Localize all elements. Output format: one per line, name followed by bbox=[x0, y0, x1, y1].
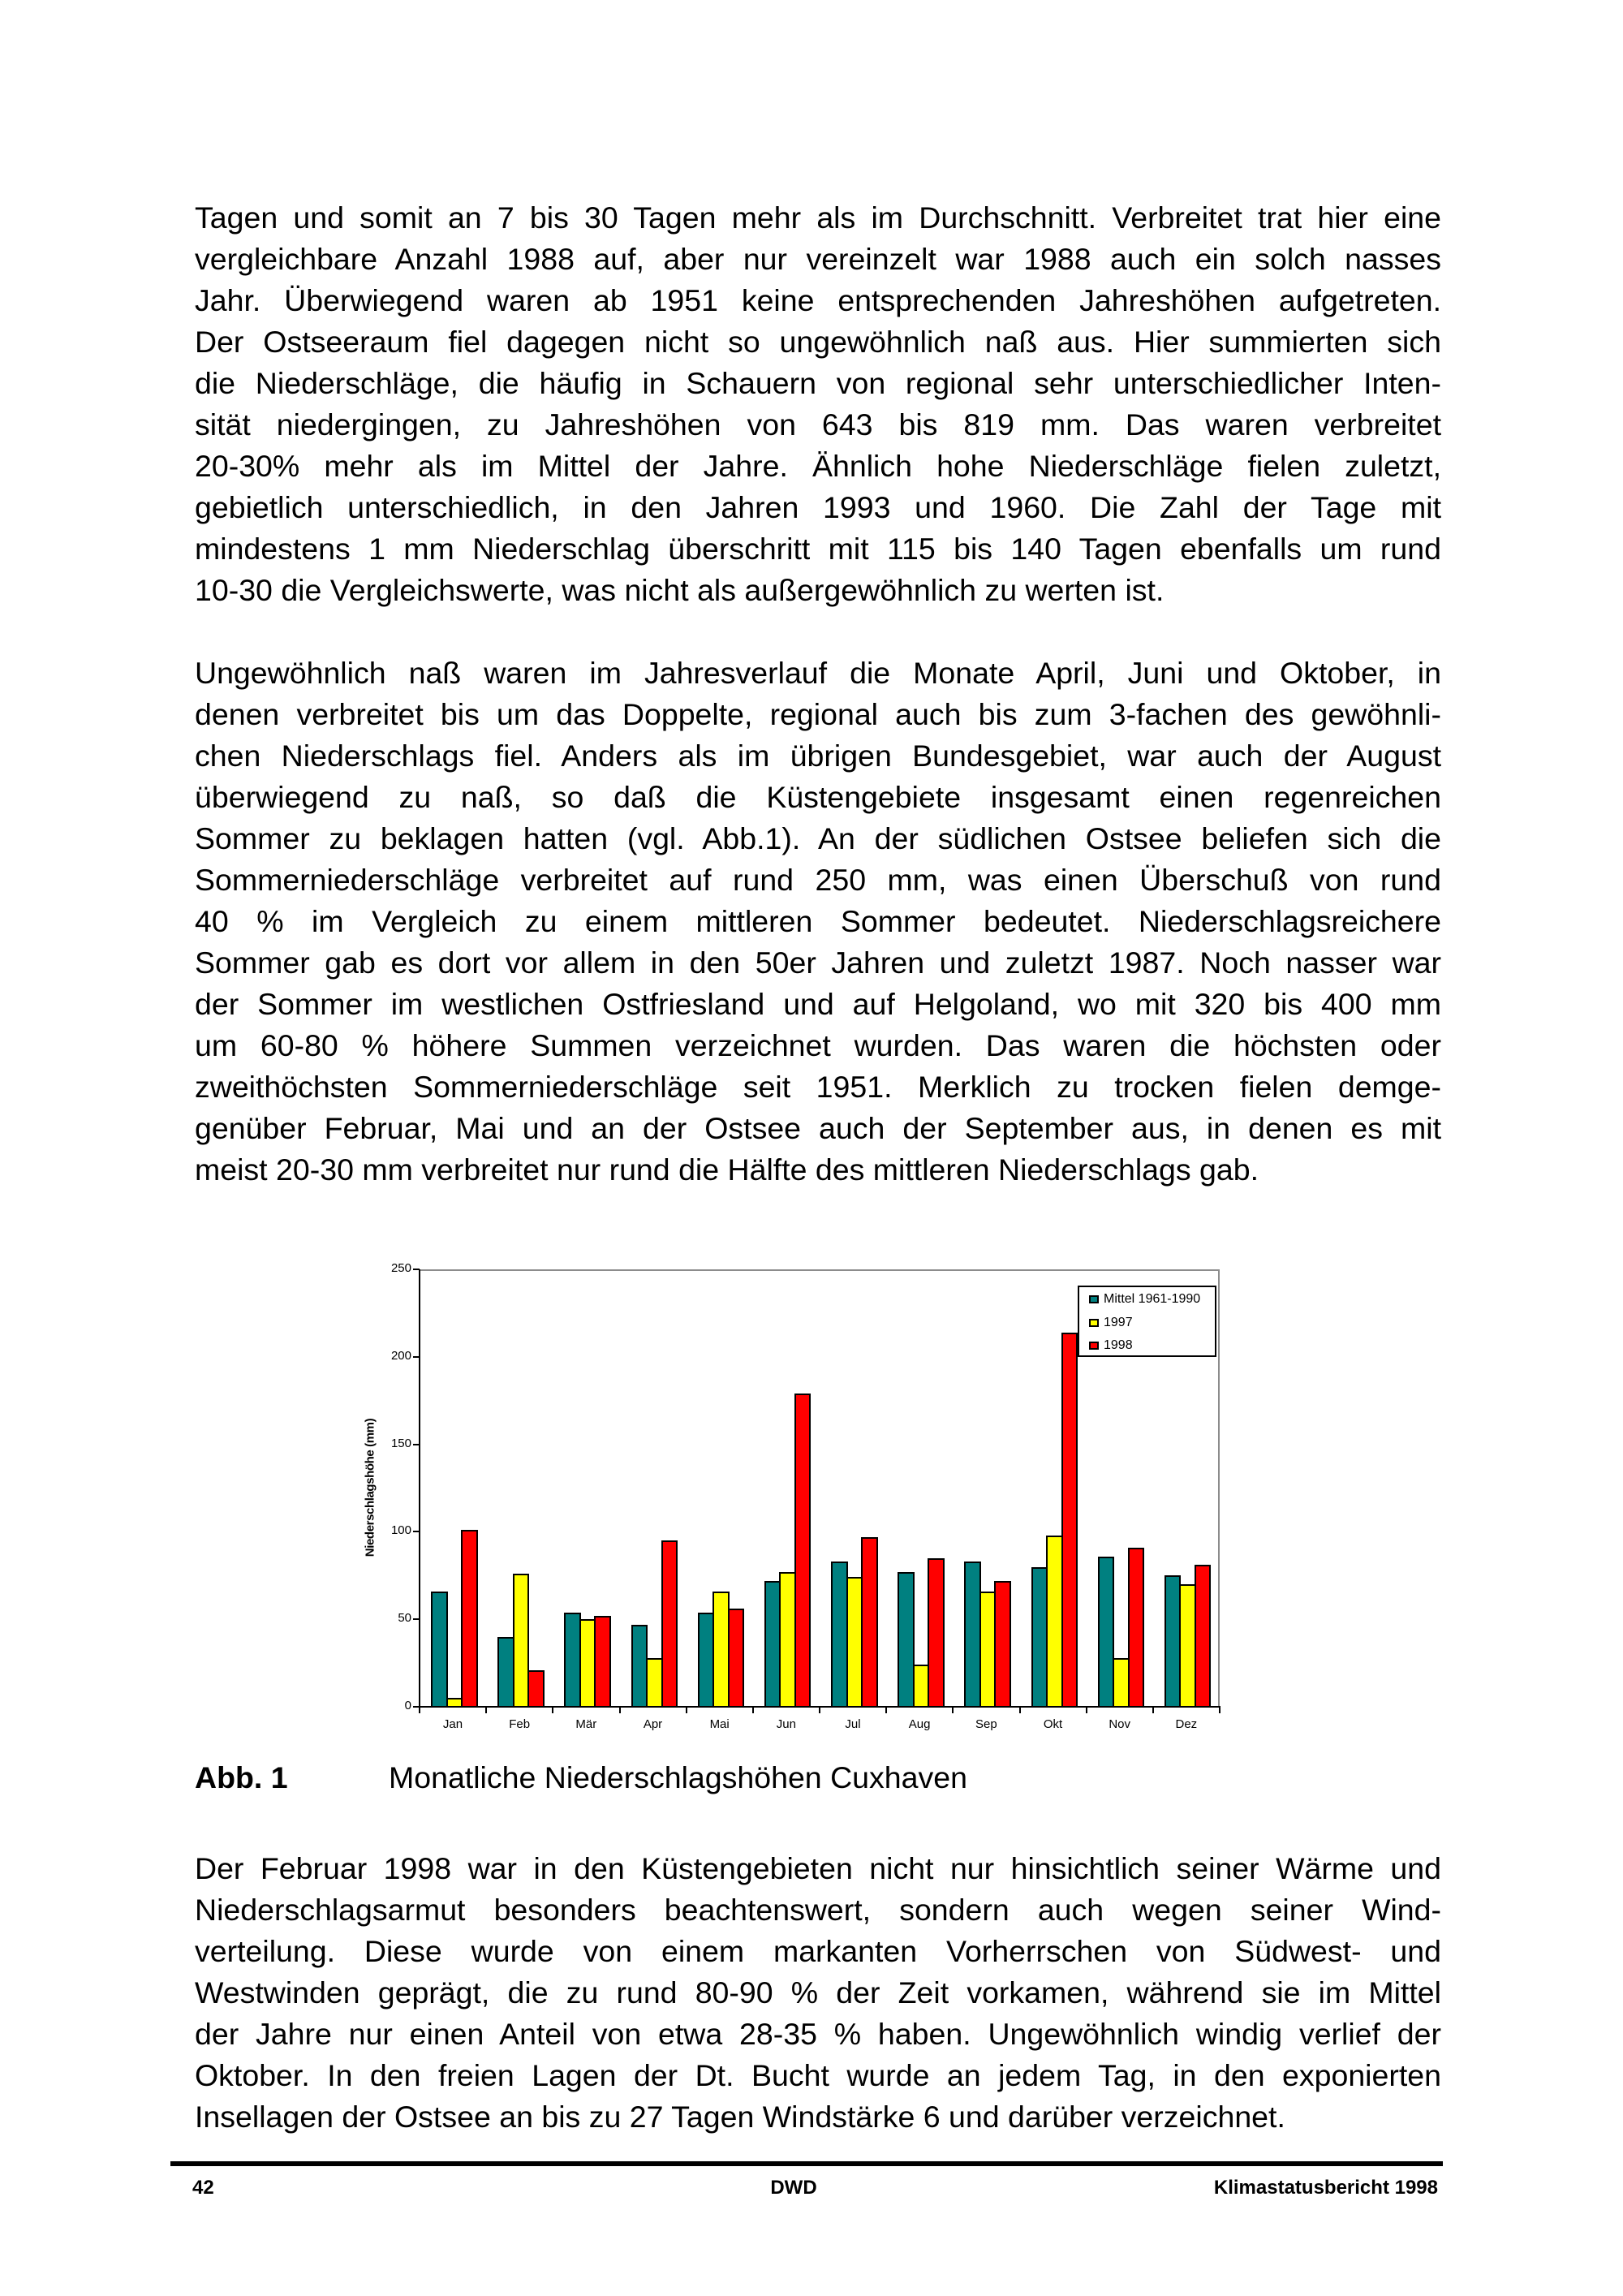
x-tick-label: Apr bbox=[643, 1717, 663, 1731]
bar-dez-1 bbox=[1179, 1584, 1196, 1707]
x-tick-mark bbox=[752, 1707, 754, 1713]
x-tick-label: Feb bbox=[509, 1717, 531, 1731]
bar-jul-1 bbox=[846, 1577, 863, 1707]
bar-okt-2 bbox=[1061, 1333, 1078, 1707]
figure-caption: Monatliche Niederschlagshöhen Cuxhaven bbox=[389, 1760, 967, 1794]
text-line: vergleichbare Anzahl 1988 auf, aber nur vereinzelt war 1988 auch ein solch nasses bbox=[195, 242, 1441, 276]
bar-apr-0 bbox=[631, 1625, 648, 1707]
text-line: verteilung. Diese wurde von einem markanten Vorherrschen von Südwest- und bbox=[195, 1934, 1441, 1968]
text-line: überwiegend zu naß, so daß die Küstengebiete insgesamt einen regenreichen bbox=[195, 780, 1441, 814]
text-line: Sommer zu beklagen hatten (vgl. Abb.1). An der südlichen Ostsee beliefen sich die bbox=[195, 821, 1441, 855]
y-tick-label: 150 bbox=[390, 1436, 411, 1450]
bar-mai-0 bbox=[698, 1613, 715, 1707]
legend-swatch-teal-icon bbox=[1089, 1295, 1099, 1303]
text-line: 40 % im Vergleich zu einem mittleren Sommer bedeutet. Niederschlagsreichere bbox=[195, 904, 1441, 938]
text-line: 20-30% mehr als im Mittel der Jahre. Ähnlich hohe Niederschläge fielen zuletzt, bbox=[195, 449, 1441, 483]
legend-item-1998 bbox=[1089, 1338, 1133, 1354]
bar-mär-0 bbox=[564, 1613, 581, 1707]
text-line: gebietlich unterschiedlich, in den Jahren 1993 und 1960. Die Zahl der Tage mit bbox=[195, 490, 1441, 524]
text-line: genüber Februar, Mai und an der Ostsee auch der September aus, in denen es mit bbox=[195, 1111, 1441, 1145]
text-line: zweithöchsten Sommerniederschläge seit 1951. Merklich zu trocken fielen demge- bbox=[195, 1070, 1441, 1104]
text-line: die Niederschläge, die häufig in Schauern von regional sehr unterschiedlicher Inten- bbox=[195, 366, 1441, 400]
text-line: Oktober. In den freien Lagen der Dt. Bucht wurde an jedem Tag, in den exponierten bbox=[195, 2058, 1441, 2092]
footer-divider bbox=[170, 2161, 1443, 2166]
text-line: sität niedergingen, zu Jahreshöhen von 643 bis 819 mm. Das waren verbreitet bbox=[195, 407, 1441, 442]
bar-feb-0 bbox=[497, 1637, 514, 1707]
x-tick-label: Jul bbox=[845, 1717, 861, 1731]
x-tick-mark bbox=[552, 1707, 553, 1713]
legend-swatch-yellow-icon bbox=[1089, 1319, 1099, 1327]
x-tick-mark bbox=[1219, 1707, 1220, 1713]
bar-aug-2 bbox=[928, 1558, 945, 1707]
x-tick-label: Aug bbox=[908, 1717, 931, 1731]
legend-swatch-red-icon bbox=[1089, 1342, 1099, 1350]
text-line: Niederschlagsarmut besonders beachtenswert, sondern auch wegen seiner Wind- bbox=[195, 1893, 1441, 1927]
x-tick-label: Nov bbox=[1109, 1717, 1130, 1731]
x-tick-mark bbox=[619, 1707, 621, 1713]
bar-apr-2 bbox=[661, 1540, 678, 1707]
legend-item-1997 bbox=[1089, 1315, 1133, 1331]
text-line: um 60-80 % höhere Summen verzeichnet wurden. Das waren die höchsten oder bbox=[195, 1028, 1441, 1062]
footer-publisher: DWD bbox=[770, 2177, 817, 2199]
text-line: Westwinden geprägt, die zu rund 80-90 % der Zeit vorkamen, während sie im Mittel bbox=[195, 1975, 1441, 2010]
bar-dez-0 bbox=[1165, 1575, 1182, 1707]
text-line: Sommer gab es dort vor allem in den 50er Jahren und zuletzt 1987. Noch nasser war bbox=[195, 946, 1441, 980]
bar-jun-1 bbox=[779, 1572, 796, 1707]
bar-mär-1 bbox=[579, 1619, 596, 1707]
bar-nov-2 bbox=[1128, 1548, 1145, 1707]
legend-label: Mittel 1961-1990 bbox=[1104, 1292, 1201, 1306]
y-tick-mark bbox=[413, 1356, 420, 1358]
x-tick-mark bbox=[485, 1707, 487, 1713]
text-line: der Jahre nur einen Anteil von etwa 28-35 % haben. Ungewöhnlich windig verlief der bbox=[195, 2017, 1441, 2051]
x-tick-mark bbox=[952, 1707, 954, 1713]
legend-label: 1998 bbox=[1104, 1338, 1133, 1352]
chart-legend bbox=[1078, 1286, 1216, 1357]
bar-okt-1 bbox=[1046, 1536, 1063, 1707]
text-line: Der Februar 1998 war in den Küstengebieten nicht nur hinsichtlich seiner Wärme und bbox=[195, 1851, 1441, 1885]
bar-dez-2 bbox=[1195, 1565, 1212, 1707]
text-line: der Sommer im westlichen Ostfriesland und auf Helgoland, wo mit 320 bis 400 mm bbox=[195, 987, 1441, 1021]
text-line: mindestens 1 mm Niederschlag überschritt mit 115 bis 140 Tagen ebenfalls um rund bbox=[195, 532, 1441, 566]
text-line: meist 20-30 mm verbreitet nur rund die Hälfte des mittleren Niederschlags gab. bbox=[195, 1152, 1259, 1187]
y-tick-mark bbox=[413, 1618, 420, 1620]
legend-item-mittel bbox=[1089, 1291, 1200, 1307]
text-line: denen verbreitet bis um das Doppelte, regional auch bis zum 3-fachen des gewöhnli- bbox=[195, 697, 1441, 731]
bar-aug-0 bbox=[898, 1572, 915, 1707]
x-tick-mark bbox=[885, 1707, 887, 1713]
x-tick-label: Mai bbox=[709, 1717, 730, 1731]
y-tick-mark bbox=[413, 1444, 420, 1445]
x-tick-label: Sep bbox=[975, 1717, 997, 1731]
figure-label: Abb. 1 bbox=[195, 1760, 288, 1794]
paragraph-1 bbox=[195, 197, 1441, 611]
y-tick-label: 0 bbox=[404, 1699, 411, 1712]
x-tick-label: Jan bbox=[442, 1717, 463, 1731]
bar-jan-0 bbox=[431, 1592, 448, 1707]
bar-sep-2 bbox=[994, 1581, 1011, 1707]
bar-jan-2 bbox=[461, 1530, 478, 1707]
y-tick-label: 100 bbox=[390, 1523, 411, 1538]
y-axis-label: Niederschlagshöhe (mm) bbox=[363, 1418, 377, 1557]
bar-apr-1 bbox=[646, 1658, 663, 1707]
x-tick-mark bbox=[819, 1707, 820, 1713]
bar-mär-2 bbox=[594, 1616, 611, 1707]
paragraph-3 bbox=[195, 1848, 1441, 2138]
y-tick-label: 200 bbox=[390, 1348, 411, 1363]
x-tick-label: Dez bbox=[1175, 1717, 1198, 1731]
y-tick-mark bbox=[413, 1531, 420, 1532]
x-tick-mark bbox=[686, 1707, 687, 1713]
x-tick-label: Mär bbox=[575, 1717, 597, 1731]
bar-mai-2 bbox=[728, 1609, 745, 1707]
text-line: Sommerniederschläge verbreitet auf rund 250 mm, was einen Überschuß von rund bbox=[195, 863, 1441, 897]
text-line: Ungewöhnlich naß waren im Jahresverlauf die Monate April, Juni und Oktober, in bbox=[195, 656, 1441, 690]
text-line: Jahr. Überwiegend waren ab 1951 keine entsprechenden Jahreshöhen aufgetreten. bbox=[195, 283, 1441, 317]
legend-label: 1997 bbox=[1104, 1316, 1133, 1329]
bar-feb-2 bbox=[527, 1670, 545, 1707]
y-axis bbox=[419, 1269, 420, 1708]
x-tick-label: Okt bbox=[1043, 1717, 1063, 1731]
bar-nov-0 bbox=[1098, 1557, 1115, 1707]
x-tick-mark bbox=[1086, 1707, 1087, 1713]
bar-sep-0 bbox=[964, 1562, 981, 1707]
page-number: 42 bbox=[192, 2177, 214, 2199]
bar-jul-0 bbox=[831, 1562, 848, 1707]
text-line: 10-30 die Vergleichswerte, was nicht als außergewöhnlich zu werten ist. bbox=[195, 573, 1165, 607]
bar-feb-1 bbox=[513, 1574, 530, 1707]
bar-jul-2 bbox=[861, 1537, 878, 1707]
text-line: Tagen und somit an 7 bis 30 Tagen mehr als im Durchschnitt. Verbreitet trat hier eine bbox=[195, 200, 1441, 235]
bar-jun-0 bbox=[764, 1581, 781, 1707]
x-tick-label: Jun bbox=[776, 1717, 796, 1731]
y-tick-label: 250 bbox=[390, 1261, 411, 1275]
text-line: Der Ostseeraum fiel dagegen nicht so ungewöhnlich naß aus. Hier summierten sich bbox=[195, 325, 1441, 359]
text-line: chen Niederschlags fiel. Anders als im übrigen Bundesgebiet, war auch der August bbox=[195, 739, 1441, 773]
x-tick-mark bbox=[419, 1707, 420, 1713]
footer-report-title: Klimastatusbericht 1998 bbox=[1213, 2177, 1438, 2199]
paragraph-2 bbox=[195, 653, 1441, 1191]
bar-mai-1 bbox=[712, 1592, 730, 1707]
x-tick-mark bbox=[1019, 1707, 1021, 1713]
y-tick-label: 50 bbox=[398, 1611, 411, 1626]
bar-aug-1 bbox=[913, 1665, 930, 1707]
y-tick-mark bbox=[413, 1269, 420, 1270]
bar-jun-2 bbox=[794, 1394, 812, 1707]
bar-sep-1 bbox=[979, 1592, 997, 1707]
text-line: Insellagen der Ostsee an bis zu 27 Tagen Windstärke 6 und darüber verzeichnet. bbox=[195, 2100, 1285, 2134]
bar-okt-0 bbox=[1031, 1567, 1048, 1707]
bar-nov-1 bbox=[1113, 1658, 1130, 1707]
x-tick-mark bbox=[1152, 1707, 1154, 1713]
